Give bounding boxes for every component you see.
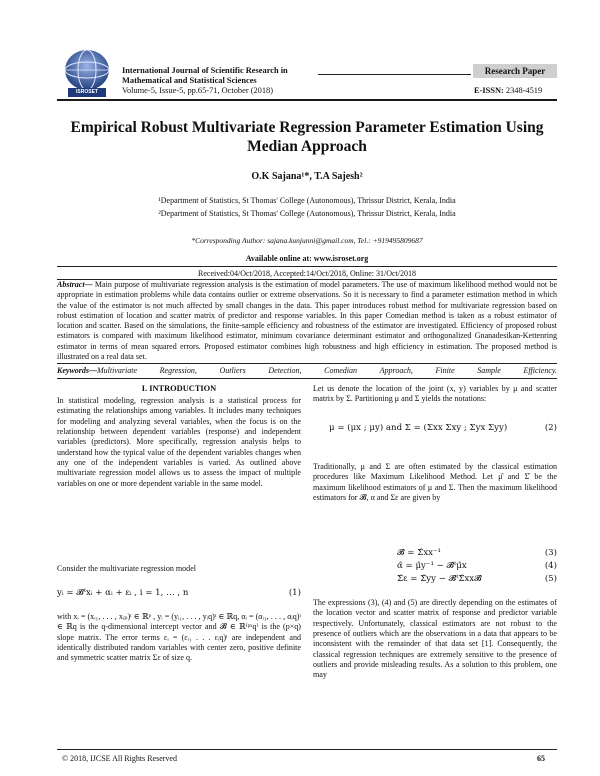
header-divider (57, 99, 557, 101)
received-dates: Received:04/Oct/2018, Accepted:14/Oct/2018, Online: 31/Oct/2018 (198, 269, 416, 278)
research-paper-badge: Research Paper (473, 64, 557, 78)
equation-4-body: α̂ = μ̂y⁻¹ − 𝓑̂ᵗμ̂x (397, 561, 467, 571)
paper-title-line2: Median Approach (247, 138, 367, 155)
keywords-bottom-rule (57, 378, 557, 379)
right-paragraph-2: Traditionally, μ and Σ are often estimated by the classical estimation procedures like Maximum Likelihood Method. Let μ̂ and Σ̂ be the maximum likelihood estimators of μ and Σ. Then the maximum likelihood estimators for 𝓑, α and Σε are given by (313, 462, 557, 503)
keywords-top-rule (57, 363, 557, 364)
abstract-label: Abstract— (57, 280, 93, 289)
paper-title (57, 118, 557, 156)
footer-divider (57, 749, 557, 750)
keyword: Outliers (219, 366, 246, 375)
keyword: Regression, (159, 366, 197, 375)
equation-3-number: (3) (544, 548, 557, 558)
equation-3-body: 𝓑̂ = Σ̂xx⁻¹ (397, 548, 441, 558)
intro-paragraph-3: with xᵢ = (xᵢ₁, . . . , xᵢₚ)ᵗ ∈ ℝᵖ , yᵢ = (yᵢ₁, . . . , yᵢq)ᵗ ∈ ℝq, αᵢ = (αᵢ₁, . . . , αᵢq)ᵗ ∈ ℝq is the q-dimensional intercept vector and 𝓑 ∈ ℝ⁽ᵖˣq⁾ is the (p×q) slope matrix. The error terms εᵢ = (εᵢ₁ . . . εᵢq)ᵗ are independent and identically distributed random variables with center zero, positive definite and symmetric scatter matrix Σε of size q. (57, 612, 301, 663)
equation-2-body: μ = (μx ; μy) and Σ = (Σxx Σxy ; Σyx Σyy) (329, 423, 508, 433)
keyword: Multivariate (97, 366, 137, 375)
keywords-label: Keywords— (57, 366, 97, 375)
equation-2-number: (2) (544, 423, 557, 433)
authors: O.K Sajana¹*, T.A Sajesh² (251, 171, 363, 182)
issn-label: E-ISSN: (474, 86, 504, 95)
keyword: Comedian (324, 366, 357, 375)
equation-1 (57, 588, 301, 598)
keywords (57, 366, 557, 375)
equation-1-number: (1) (288, 588, 301, 598)
equation-5-body: Σ̂ε = Σ̂yy − 𝓑̂ᵗΣ̂xx𝓑̂ (397, 574, 482, 584)
corresponding-author: *Corresponding Author: sajana.kunjunni@gmail.com, Tel.: +919495809687 (191, 236, 423, 245)
equation-4 (313, 561, 557, 571)
equation-3 (313, 548, 557, 558)
logo-text: ISROSET (76, 89, 98, 95)
equation-1-body: yᵢ = 𝓑ᵗxᵢ + αᵢ + εᵢ , i = 1, … , n (57, 588, 189, 598)
available-online: Available online at: www.isroset.org (245, 254, 369, 263)
issn (474, 86, 542, 95)
keyword: Finite (435, 366, 455, 375)
equation-4-number: (4) (544, 561, 557, 571)
journal-underline (318, 74, 471, 75)
journal-name (122, 66, 322, 86)
page-number: 65 (537, 754, 545, 763)
section-heading-introduction: I. INTRODUCTION (141, 384, 217, 393)
issn-value: 2348-4519 (505, 86, 543, 95)
abstract-text: Main purpose of multivariate regression analysis is the estimation of model parameters. The use of maximum likelihood method would not be appropriate in estimation problems while data contains outlier or extreme observations. So it is necessary to find a parameter estimation method in which the value of the estimator is not much affected by small changes in the data. This paper introduces robust method for multivariate regression based on robust estimation of location and scatter matrix of predictor and response variables. In this paper Comedian method is taken as a robust estimator of location and scatter. Based on the simulations, the finite-sample efficiency and robustness of the estimator are investigated. Efficiency of proposed robust estimators is compared with maximum likelihood estimator, minimum covariance determinant estimator and orthogonalized Gnanadesikan-Kettenring estimator in terms of mean squared errors. Proposed estimator combines high robustness and high efficiency in estimation. The proposed method is illustrated on a real data set. (57, 280, 557, 362)
keyword: Efficiency. (523, 366, 557, 375)
right-paragraph-3: The expressions (3), (4) and (5) are directly depending on the estimates of the location vector and scatter matrix of response and predictor variable respectively. Unfortunately, classical estimators are not robust to the presence of outliers which are the observations in a data that appears to be inconsistent with the remainder of that data set [1]. Consequently, the classical regression techniques are extremely sensitive to the presence of outliers and provide misleading results. As a solution to this problem, one may (313, 598, 557, 680)
received-top-rule (57, 266, 557, 267)
journal-name-line1: International Journal of Scientific Research in (122, 66, 288, 75)
volume-info: Volume-5, Issue-5, pp.65-71, October (2018) (122, 86, 274, 95)
affiliation-1: ¹Department of Statistics, St Thomas' College (Autonomous), Thrissur District, Kerala, India (158, 196, 456, 205)
keyword: Approach, (379, 366, 413, 375)
intro-paragraph-1: In statistical modeling, regression analysis is a statistical process for estimating the relationships among variables. It includes many techniques for modeling and analyzing several variables, when the focus is on the relationship between dependent variables (response) and independent variables (predictors). More specifically, regression analysis helps to understand how the typical value of the dependent variables changes when any one of the independent variables is varied. As outlined above multivariate regression model allows us to assess the impact of multiple variables on one or more dependent variable in the same model. (57, 396, 301, 488)
keyword: Detection, (268, 366, 302, 375)
paper-title-line1: Empirical Robust Multivariate Regression Parameter Estimation Using (70, 119, 544, 136)
equation-5-number: (5) (544, 574, 557, 584)
equation-2 (313, 423, 557, 433)
right-paragraph-1: Let us denote the location of the joint (x, y) variables by μ and scatter matrix by Σ. Partitioning μ and Σ yields the notations: (313, 384, 557, 404)
affiliation-2: ²Department of Statistics, St Thomas' College (Autonomous), Thrissur District, Kerala, India (158, 209, 456, 218)
equation-5 (313, 574, 557, 584)
copyright: © 2018, IJCSE All Rights Reserved (62, 754, 177, 763)
intro-paragraph-2: Consider the multivariate regression model (57, 564, 196, 573)
journal-name-line2: Mathematical and Statistical Sciences (122, 76, 257, 85)
abstract (57, 280, 557, 362)
keyword: Sample (477, 366, 501, 375)
